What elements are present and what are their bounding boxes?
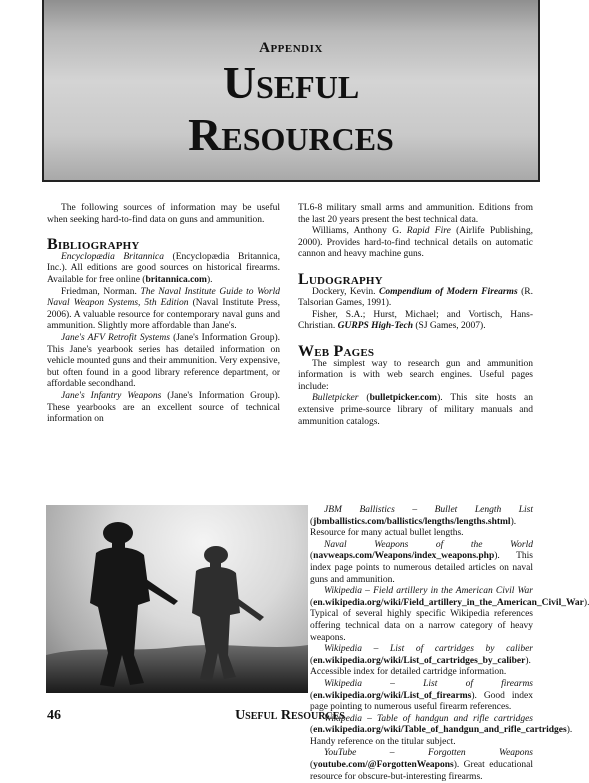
navweaps-link[interactable]: navweaps.com/Weapons/index_weapons.php (313, 551, 495, 562)
ludography-heading: Ludography (298, 270, 383, 288)
web-entry-handgun-rifle: Wikipedia – Table of handgun and rifle cartridges (en.wikipedia.org/wiki/Table_of_handgun_and_rifle_cartridges). Handy reference on the titular subject. (310, 713, 573, 747)
bib-continuation: TL6-8 military small arms and ammunition. Editions from the last 20 years present the best technical data. (298, 203, 533, 225)
ludo-entry-fisher: Fisher, S.A.; Hurst, Michael; and Vortisch, Hans-Christian. GURPS High-Tech (SJ Games, 2007). (298, 309, 533, 332)
web-entry-firearms: Wikipedia – List of firearms (en.wikipedia.org/wiki/List_of_firearms). Good index page pointing to numerous useful firearm references. (310, 678, 533, 713)
jbm-link[interactable]: jbmballistics.com/ballistics/lengths/lengths.shtml (313, 516, 511, 527)
bulletpicker-link[interactable]: bulletpicker.com (369, 393, 438, 404)
britannica-link[interactable]: britannica.com (145, 274, 207, 285)
youtube-link[interactable]: youtube.com/@ForgottenWeapons (313, 760, 454, 771)
web-entry-cartridges: Wikipedia – List of cartridges by caliber (en.wikipedia.org/wiki/List_of_cartridges_by_caliber). Accessible index for detailed cartridge information. (310, 644, 533, 678)
bib-entry-britannica: Encyclopædia Britannica (Encyclopædia Britannica, Inc.). All editions are good sources on historical firearms. Available for free online (britannica.com). (47, 251, 280, 285)
ludo-entry-dockery: Dockery, Kevin. Compendium of Modern Firearms (R. Talsorian Games, 1991). (298, 286, 533, 309)
soldiers-silhouette-image (46, 505, 308, 693)
webpages-intro: The simplest way to research gun and ammunition information is with web search engines. Useful pages include: (298, 358, 533, 392)
web-entry-youtube: YouTube – Forgotten Weapons (youtube.com/@ForgottenWeapons). Great educational resource for obscure-but-interesting firearms. (310, 748, 533, 782)
bib-entry-janes-afv: Jane's AFV Retrofit Systems (Jane's Information Group). This Jane's yearbook series has detailed information on vehicle mounted guns and their ammunition. Very expensive, but often found in a good library reference department, or affordable secondhand. (47, 332, 281, 390)
page-title-line2: Resources (188, 109, 394, 160)
intro-paragraph: The following sources of information may be useful when seeking hard-to-find data on guns and ammunition. (47, 203, 280, 225)
page-header-banner (42, 0, 540, 182)
right-column (298, 203, 533, 428)
bibliography-heading: Bibliography (47, 236, 140, 254)
running-footer-title: Useful Resources (235, 708, 345, 723)
web-entry-jbm: JBM Ballistics – Bullet Length List (jbmballistics.com/ballistics/lengths/lengths.shtml). Resource for many actual bullet lengths. (310, 505, 533, 539)
page-number: 46 (47, 708, 61, 723)
web-entry-navweaps: Naval Weapons of the World (navweaps.com/Weapons/index_weapons.php). This index page points to numerous detailed articles on naval guns and ammunition. (310, 539, 533, 585)
soldiers-photo (46, 505, 308, 693)
field-artillery-link[interactable]: en.wikipedia.org/wiki/Field_artillery_in_the_American_Civil_War (313, 597, 584, 608)
bib-entry-williams: Williams, Anthony G. Rapid Fire (Airlife Publishing, 2000). Provides hard-to-find technical details on automatic cannon and heavy machine guns. (298, 226, 533, 260)
bib-entry-janes-infantry: Jane's Infantry Weapons (Jane's Information Group). These yearbooks are an excellent source of technical information on (47, 390, 280, 425)
firearms-link[interactable]: en.wikipedia.org/wiki/List_of_firearms (313, 690, 472, 701)
appendix-kicker: Appendix (259, 40, 323, 56)
web-entries-wrapped (310, 505, 589, 783)
web-entry-bulletpicker: Bulletpicker (bulletpicker.com). This site hosts an extensive prime-source library of military manuals and ammunition catalogs. (298, 393, 533, 427)
web-entry-field-artillery: Wikipedia – Field artillery in the American Civil War (en.wikipedia.org/wiki/Field_artillery_in_the_American_Civil_War). Typical of several highly specific Wikipedia references offering technical data on a narrow category of heavy weapons. (310, 586, 589, 643)
page-title-line1: Useful (222, 57, 360, 108)
handgun-rifle-link[interactable]: en.wikipedia.org/wiki/Table_of_handgun_and_rifle_cartridges (313, 725, 567, 736)
bib-entry-friedman: Friedman, Norman. The Naval Institute Guide to World Naval Weapon Systems, 5th Edition (Naval Institute Press, 2006). A valuable resource for contemporary naval guns and ammunition. Slightly more affordable than Jane's. (47, 286, 281, 332)
webpages-heading: Web Pages (298, 342, 375, 360)
left-column (47, 203, 280, 426)
cartridges-link[interactable]: en.wikipedia.org/wiki/List_of_cartridges_by_caliber (313, 655, 526, 666)
